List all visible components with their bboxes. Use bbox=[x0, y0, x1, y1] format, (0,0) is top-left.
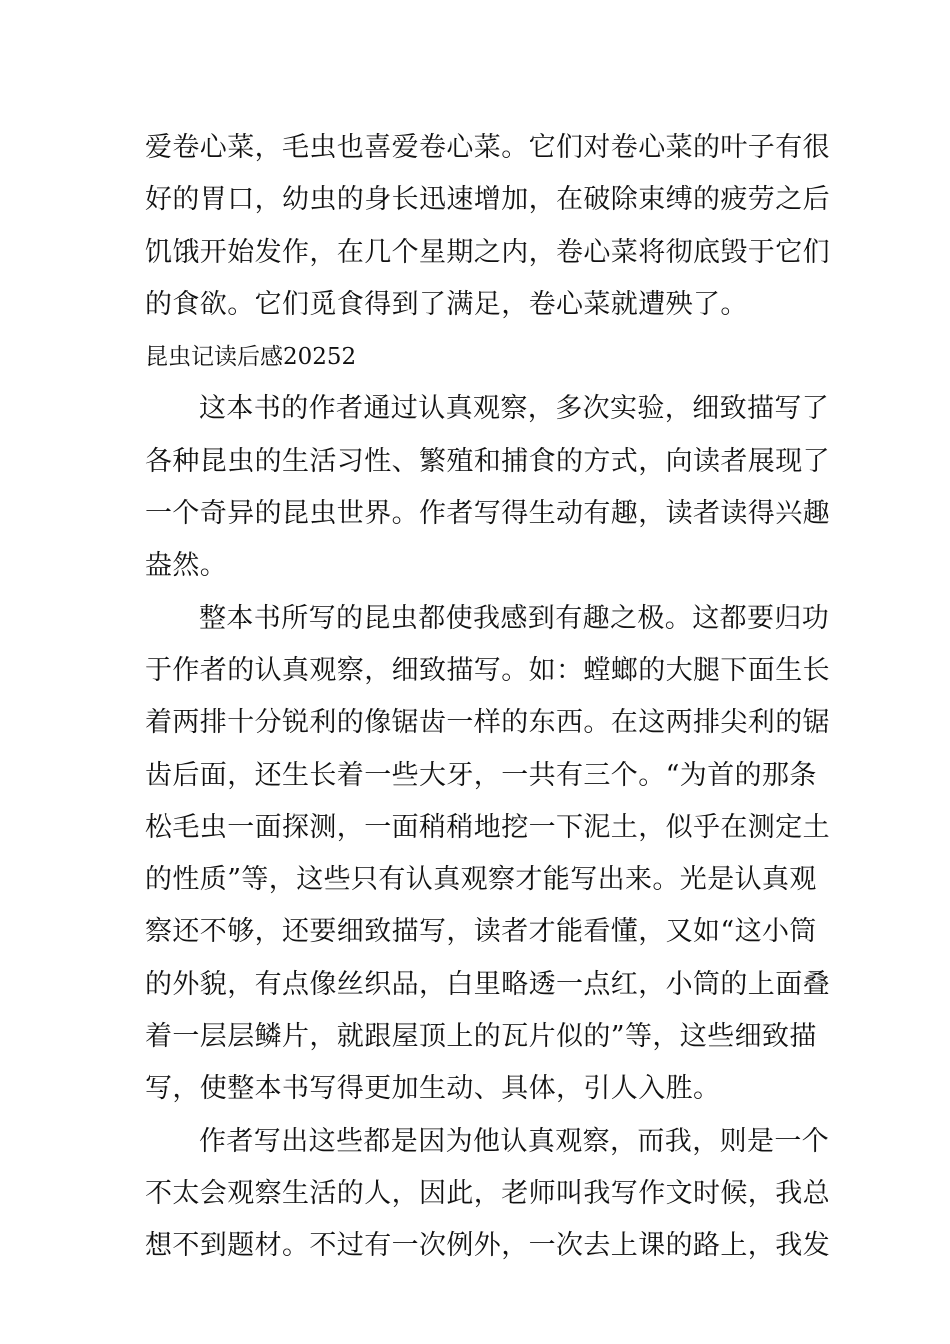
text-line: 好的胃口，幼虫的身长迅速增加，在破除束缚的疲劳之后 bbox=[145, 184, 830, 216]
section-heading: 昆虫记读后感20252 bbox=[145, 344, 357, 371]
paragraph-first-line: 这本书的作者通过认真观察，多次实验，细致描写了 bbox=[199, 393, 830, 425]
document-page bbox=[145, 122, 830, 1273]
text-line: 着两排十分锐利的像锯齿一样的东西。在这两排尖利的锯 bbox=[145, 707, 830, 739]
text-line: 的外貌，有点像丝织品，白里略透一点红，小筒的上面叠 bbox=[145, 968, 830, 1000]
text-line: 不太会观察生活的人，因此，老师叫我写作文时候，我总 bbox=[145, 1177, 830, 1209]
text-line: 写，使整本书写得更加生动、具体，引人入胜。 bbox=[145, 1073, 721, 1105]
text-line: 各种昆虫的生活习性、繁殖和捕食的方式，向读者展现了 bbox=[145, 445, 830, 477]
text-line: 的食欲。它们觅食得到了满足，卷心菜就遭殃了。 bbox=[145, 288, 748, 320]
text-line: 齿后面，还生长着一些大牙，一共有三个。“为首的那条 bbox=[145, 759, 817, 791]
text-line: 的性质”等，这些只有认真观察才能写出来。光是认真观 bbox=[145, 864, 817, 896]
text-line: 于作者的认真观察，细致描写。如：螳螂的大腿下面生长 bbox=[145, 654, 830, 686]
text-line: 察还不够，还要细致描写，读者才能看懂，又如“这小筒 bbox=[145, 916, 817, 948]
text-line: 松毛虫一面探测，一面稍稍地挖一下泥土，似乎在测定土 bbox=[145, 811, 830, 843]
text-line: 爱卷心菜，毛虫也喜爱卷心菜。它们对卷心菜的叶子有很 bbox=[145, 132, 830, 163]
text-line: 盎然。 bbox=[145, 550, 228, 582]
text-line: 想不到题材。不过有一次例外，一次去上课的路上，我发 bbox=[145, 1230, 830, 1262]
text-line: 着一层层鳞片，就跟屋顶上的瓦片似的”等，这些细致描 bbox=[145, 1021, 817, 1053]
paragraph-first-line: 作者写出这些都是因为他认真观察，而我，则是一个 bbox=[199, 1125, 830, 1157]
text-line: 一个奇异的昆虫世界。作者写得生动有趣，读者读得兴趣 bbox=[145, 498, 830, 530]
text-line: 饥饿开始发作，在几个星期之内，卷心菜将彻底毁于它们 bbox=[145, 236, 830, 268]
paragraph-first-line: 整本书所写的昆虫都使我感到有趣之极。这都要归功 bbox=[199, 602, 830, 634]
